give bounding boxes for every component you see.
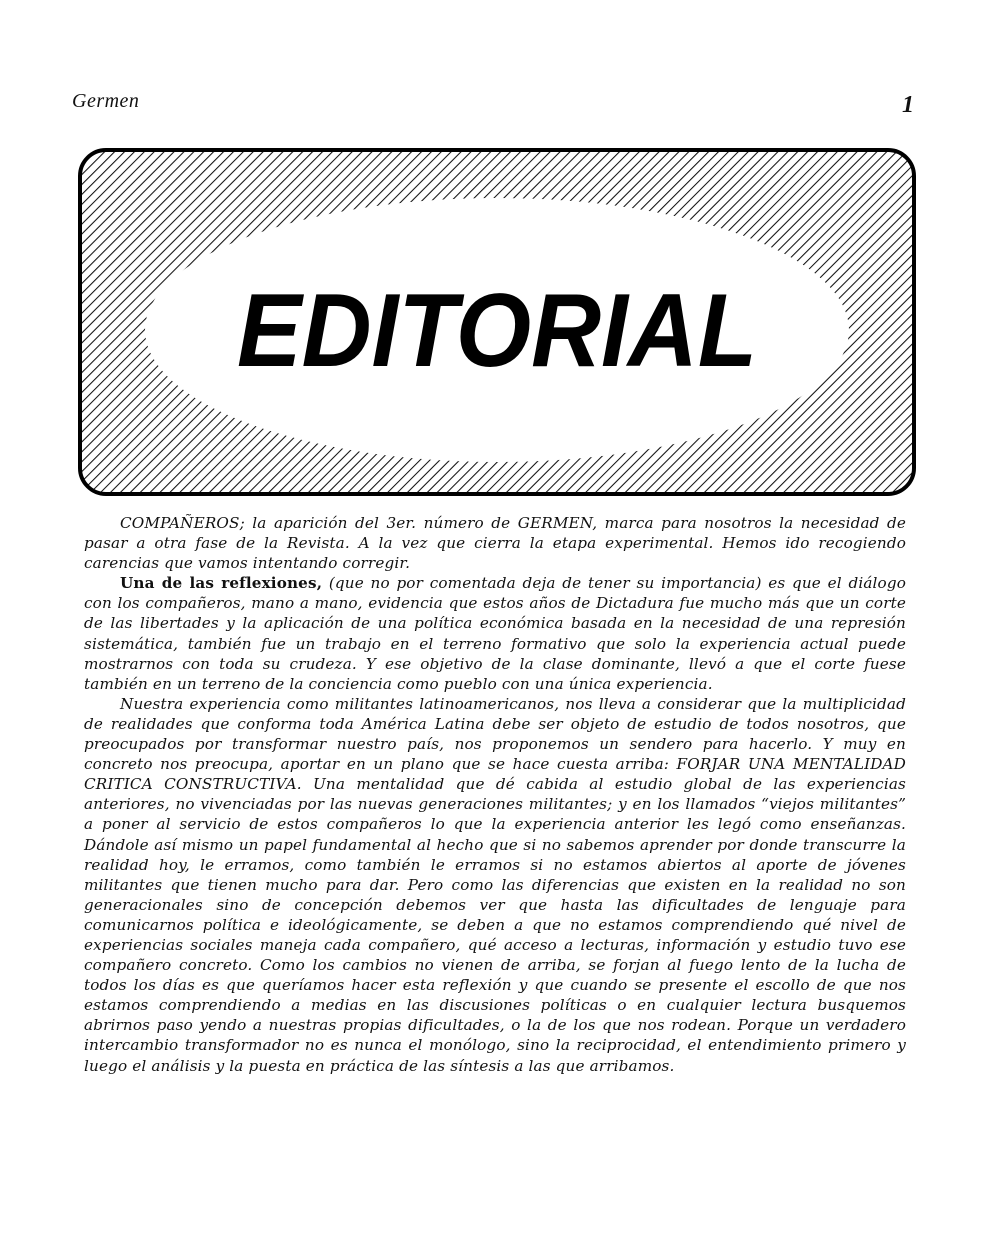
banner-title: EDITORIAL [237, 273, 757, 389]
running-title: Germen [72, 90, 140, 112]
page-number: 1 [902, 92, 914, 118]
editorial-banner-graphic [78, 148, 916, 500]
paragraph-2 [84, 573, 906, 694]
paragraph-3 [84, 694, 906, 1076]
paragraph-2-lead: Una de las reflexiones, [120, 574, 323, 593]
editorial-banner [78, 148, 916, 500]
editorial-article [84, 513, 906, 1076]
paragraph-1-text: COMPAÑEROS; la aparición del 3er. número de GERMEN, marca para nosotros la necesidad de pasar a otra fase de la Revista. A la vez que cierra la etapa experimental. Hemos ido recogiendo carencias que vamos intentando corregir. [84, 514, 906, 573]
paragraph-1 [84, 513, 906, 573]
paragraph-3-text: Nuestra experiencia como militantes latinoamericanos, nos lleva a considerar que la multiplicidad de realidades que conforma toda América Latina debe ser objeto de estudio de todos nosotros, que preocupados por transformar nuestro país, nos proponemos un sendero para hacerlo. Y muy en concreto nos preocupa, aportar en un plano que se hace cuesta arriba: FORJAR UNA MENTALIDAD CRITICA CONSTRUCTIVA. Una mentalidad que dé cabida al estudio global de las experiencias anteriores, no vivenciadas por las nuevas generaciones militantes; y en los llamados “viejos militantes” a poner al servicio de estos compañeros lo que la experiencia anterior les legó como enseñanzas. Dándole así mismo un papel fundamental al hecho que si no sabemos aprender por donde transcurre la realidad hoy, le erramos, como también le erramos si no estamos abiertos al aporte de jóvenes militantes que tienen mucho para dar. Pero como las diferencias que existen en la realidad no son generacionales sino de concepción debemos ver que hasta las dificultades de lenguaje para comunicarnos política e ideológicamente, se deben a que no estamos comprendiendo qué nivel de experiencias sociales maneja cada compañero, qué acceso a lecturas, información y estudio tuvo ese compañero concreto. Como los cambios no vienen de arriba, se forjan al fuego lento de la lucha de todos los días es que queríamos hacer esta reflexión y que cuando se presente el escollo de que nos estamos comprendiendo a medias en las discusiones políticas o en cualquier lectura busquemos abrirnos paso yendo a nuestras propias dificultades, o la de los que nos rodean. Porque un verdadero intercambio transformador no es nunca el monólogo, sino la reciprocidad, el entendimiento primero y luego el análisis y la puesta en práctica de las síntesis a las que arribamos. [84, 694, 906, 1075]
paragraph-2-text: (que no por comentada deja de tener su importancia) es que el diálogo con los compañeros, mano a mano, evidencia que estos años de Dictadura fue mucho más que un corte de las libertades y la aplicación de una política económica basada en la necesidad de una represión sistemática, también fue un trabajo en el terreno formativo que solo la experiencia actual puede mostrarnos con toda su crudeza. Y ese objetivo de la clase dominante, llevó a que el corte fuese también en un terreno de la conciencia como pueblo con una única experiencia. [84, 574, 906, 693]
